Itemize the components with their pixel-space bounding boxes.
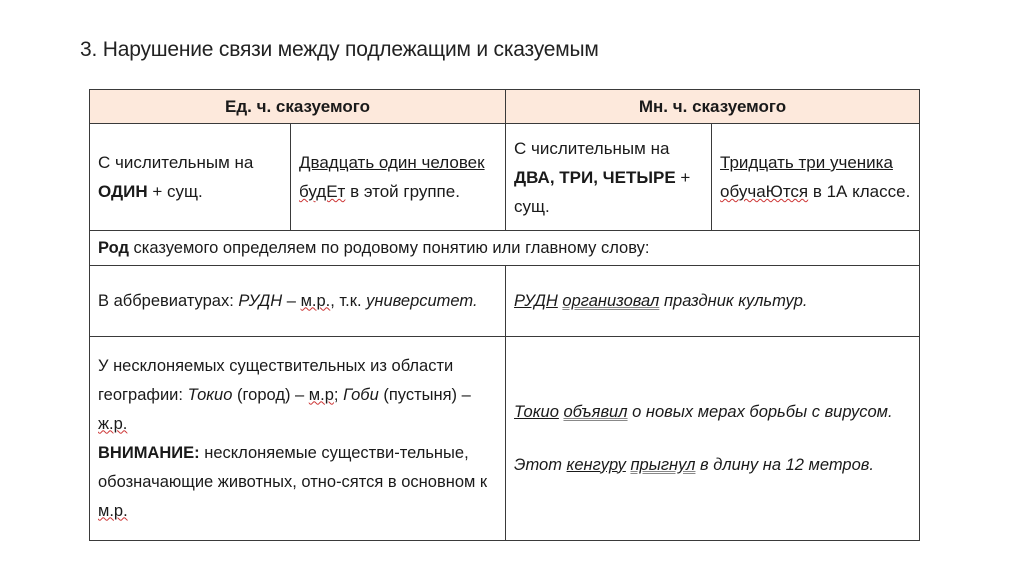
rule-text: С числительным на bbox=[98, 153, 254, 172]
numeral-row bbox=[90, 124, 920, 231]
rule-suffix: + сущ. bbox=[514, 167, 691, 216]
place-desc: (город) – bbox=[232, 385, 309, 404]
gender-mark: ж.р. bbox=[98, 414, 128, 433]
example-verb: обучаЮтся bbox=[720, 182, 809, 201]
place-tokio: Токио bbox=[187, 385, 233, 404]
abbreviation-rule-cell bbox=[90, 266, 506, 337]
example-subject: Двадцать один человек bbox=[299, 153, 485, 172]
example-verb: прыгнул bbox=[630, 455, 696, 474]
rule-text: С числительным на bbox=[514, 138, 670, 158]
rule-bold: ДВА, ТРИ, ЧЕТЫРЕ bbox=[514, 167, 676, 187]
gender-mark: м.р. bbox=[98, 501, 128, 520]
rule-suffix: + сущ. bbox=[147, 182, 203, 201]
abbreviation-example-cell bbox=[506, 266, 920, 337]
slide-title bbox=[80, 38, 599, 62]
gender-mark: м.р bbox=[308, 385, 334, 404]
header-plural: Мн. ч. сказуемого bbox=[506, 90, 920, 124]
example-verb: организовал bbox=[562, 291, 660, 310]
gender-rule-cell bbox=[90, 231, 920, 266]
place-gobi: Гоби bbox=[343, 385, 379, 404]
abbreviation-row bbox=[90, 266, 920, 337]
spacer bbox=[514, 427, 911, 451]
attention-label: ВНИМАНИЕ: bbox=[98, 443, 200, 462]
gender-mark: м.р. bbox=[300, 291, 331, 310]
plural-example-cell bbox=[712, 124, 920, 231]
place-desc: (пустыня) – bbox=[378, 385, 471, 404]
rule-mid: , т.к. bbox=[330, 291, 367, 310]
dash: – bbox=[282, 291, 301, 310]
rule-bold: ОДИН bbox=[98, 182, 148, 201]
example-rest: в длину на 12 метров. bbox=[695, 455, 874, 474]
example-subject: Токио bbox=[514, 402, 559, 421]
example-rest: в 1А классе. bbox=[808, 182, 911, 201]
indeclinable-row bbox=[90, 337, 920, 541]
example-tokio bbox=[514, 398, 911, 427]
example-subject: РУДН bbox=[514, 291, 558, 310]
gender-rule-text: сказуемого определяем по родовому понятию или главному слову: bbox=[128, 238, 650, 257]
header-singular: Ед. ч. сказуемого bbox=[90, 90, 506, 124]
agreement-table bbox=[89, 89, 920, 541]
singular-example-cell bbox=[291, 124, 506, 231]
attention-text: несклоняемые существи-тельные, обозначающие животных, отно-сятся в основном к bbox=[98, 443, 488, 491]
indeclinable-rule-cell bbox=[90, 337, 506, 541]
title-text: Нарушение связи между подлежащим и сказуемым bbox=[102, 38, 599, 61]
example-verb: объявил bbox=[563, 402, 628, 421]
rule-italic: университет. bbox=[366, 291, 478, 310]
example-rest: праздник культур. bbox=[659, 291, 808, 310]
example-rest: о новых мерах борьбы с вирусом. bbox=[627, 402, 893, 421]
example-prefix: Этот bbox=[514, 455, 567, 474]
example-subject: Тридцать три ученика bbox=[720, 153, 893, 172]
indeclinable-example-cell bbox=[506, 337, 920, 541]
plural-rule-cell bbox=[506, 124, 712, 231]
gender-rule-bold: Род bbox=[98, 238, 129, 257]
example-subject: кенгуру bbox=[566, 455, 626, 474]
example-kangaroo bbox=[514, 451, 911, 480]
sep: ; bbox=[333, 385, 344, 404]
abbr-italic: РУДН bbox=[238, 291, 283, 310]
header-row bbox=[90, 90, 920, 124]
singular-rule-cell bbox=[90, 124, 291, 231]
rule-text: В аббревиатурах: bbox=[98, 291, 239, 310]
example-verb: будЕт bbox=[299, 182, 346, 201]
rule-text: У несклоняемых существительных из области географии: bbox=[98, 356, 454, 404]
gender-rule-row bbox=[90, 231, 920, 266]
title-number: 3. bbox=[80, 38, 98, 61]
example-rest: в этой группе. bbox=[345, 182, 460, 201]
